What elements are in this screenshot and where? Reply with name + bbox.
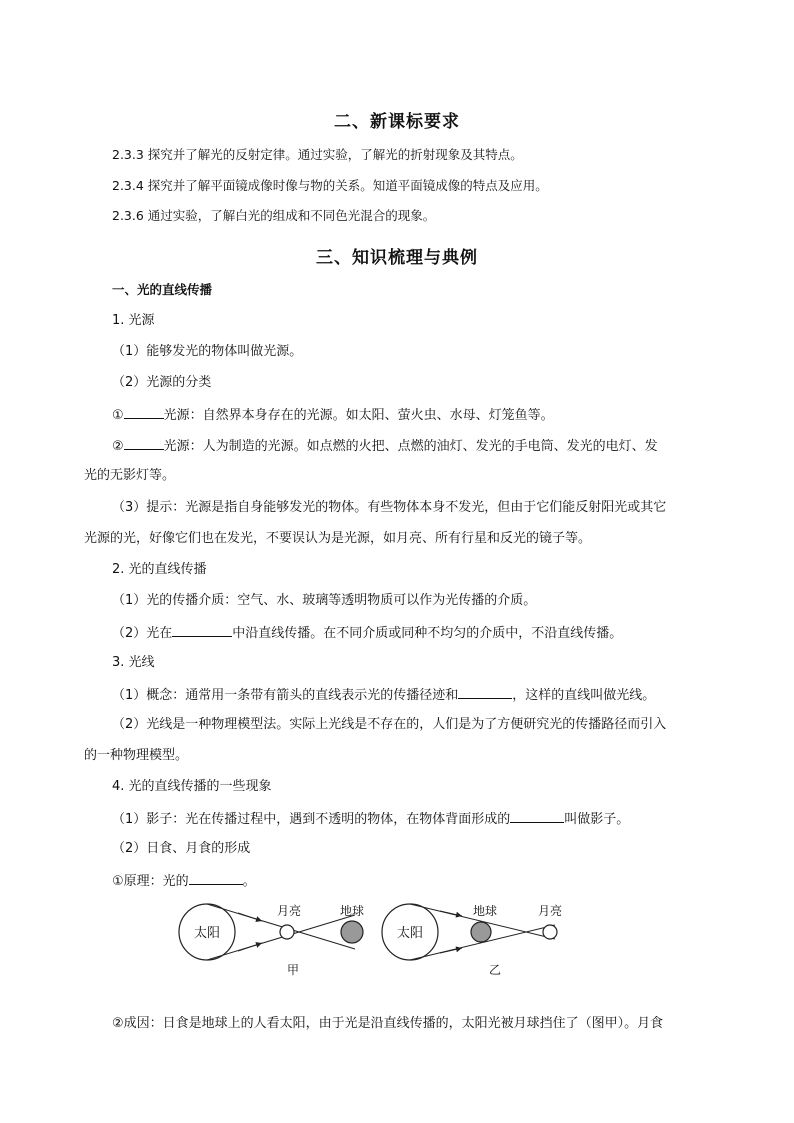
text: ② — [112, 439, 124, 454]
eclipse-diagram — [0, 895, 794, 1007]
ray-arrow — [238, 913, 262, 921]
paragraph-continuation: 的一种物理模型。 — [84, 748, 189, 763]
moon-circle — [543, 925, 557, 939]
text: ，这样的直线叫做光线。 — [512, 688, 656, 703]
text: （2）光在 — [112, 626, 173, 641]
moon-label: 月亮 — [537, 904, 563, 918]
text: 光源：人为制造的光源。如点燃的火把、点燃的油灯、发光的手电筒、发光的电灯、发 — [163, 439, 658, 454]
standard-item: 2.3.3 探究并了解光的反射定律。通过实验，了解光的折射现象及其特点。 — [112, 147, 523, 162]
lunar-eclipse-diagram — [382, 903, 562, 977]
paragraph — [112, 872, 742, 890]
paragraph: ②成因：日食是地球上的人看太阳，由于光是沿直线传播的，太阳光被月球挡住了（图甲）。月食 — [112, 1016, 664, 1031]
paragraph: （1）光的传播介质：空气、水、玻璃等透明物质可以作为光传播的介质。 — [112, 593, 537, 608]
fill-blank[interactable] — [172, 624, 232, 637]
topic-title: 3. 光线 — [112, 655, 155, 670]
solar-eclipse-diagram — [179, 903, 364, 977]
sun-label: 太阳 — [396, 926, 424, 941]
paragraph: （2）日食、月食的形成 — [112, 841, 251, 856]
ray-arrow — [440, 911, 462, 916]
sun-label: 太阳 — [193, 926, 221, 941]
topic-title: 4. 光的直线传播的一些现象 — [112, 779, 272, 794]
text: （1）影子：光在传播过程中，遇到不透明的物体，在物体背面形成的 — [112, 812, 511, 827]
fill-blank[interactable] — [124, 406, 164, 419]
text: ① — [112, 408, 124, 423]
fill-blank[interactable] — [124, 437, 164, 450]
topic-title: 2. 光的直线传播 — [112, 562, 207, 577]
paragraph — [112, 810, 742, 828]
fill-blank[interactable] — [510, 810, 564, 823]
ray-arrow — [238, 943, 262, 951]
fill-blank[interactable] — [458, 686, 512, 699]
earth-circle — [471, 922, 491, 942]
text: ①原理：光的 — [112, 874, 189, 889]
earth-circle — [341, 921, 363, 943]
paragraph-continuation: 光的无影灯等。 — [84, 468, 176, 483]
paragraph — [112, 406, 742, 424]
diagram-caption: 乙 — [488, 963, 502, 977]
diagram-caption: 甲 — [286, 963, 300, 977]
paragraph — [112, 437, 742, 455]
paragraph: （1）能够发光的物体叫做光源。 — [112, 344, 303, 359]
text: （1）概念：通常用一条带有箭头的直线表示光的传播径迹和 — [112, 688, 459, 703]
paragraph: （2）光源的分类 — [112, 375, 212, 390]
paragraph-continuation: 光源的光，好像它们也在发光，不要误认为是光源，如月亮、所有行星和反光的镜子等。 — [84, 531, 592, 546]
fill-blank[interactable] — [189, 872, 243, 885]
earth-label: 地球 — [472, 904, 498, 918]
moon-circle — [280, 925, 294, 939]
paragraph — [112, 624, 742, 642]
earth-label: 地球 — [339, 904, 365, 918]
paragraph: （2）光线是一种物理模型法。实际上光线是不存在的，人们是为了方便研究光的传播路径而引入 — [112, 717, 667, 732]
standard-item: 2.3.4 探究并了解平面镜成像时像与物的关系。知道平面镜成像的特点及应用。 — [112, 178, 548, 193]
subsection-heading: 一、光的直线传播 — [112, 282, 213, 297]
section-heading-knowledge: 三、知识梳理与典例 — [316, 248, 478, 268]
text: 光源：自然界本身存在的光源。如太阳、萤火虫、水母、灯笼鱼等。 — [163, 408, 554, 423]
paragraph — [112, 686, 742, 704]
topic-title: 1. 光源 — [112, 313, 155, 328]
moon-label: 月亮 — [276, 904, 302, 918]
text: 中沿直线传播。在不同介质或同种不均匀的介质中，不沿直线传播。 — [232, 626, 623, 641]
paragraph: （3）提示：光源是指自身能够发光的物体。有些物体本身不发光，但由于它们能反射阳光或其它 — [112, 500, 667, 515]
standard-item: 2.3.6 通过实验，了解白光的组成和不同色光混合的现象。 — [112, 208, 436, 223]
section-heading-standards: 二、新课标要求 — [334, 112, 460, 132]
text: 叫做影子。 — [564, 812, 630, 827]
ray-arrow — [440, 948, 462, 953]
text: 。 — [242, 874, 256, 889]
